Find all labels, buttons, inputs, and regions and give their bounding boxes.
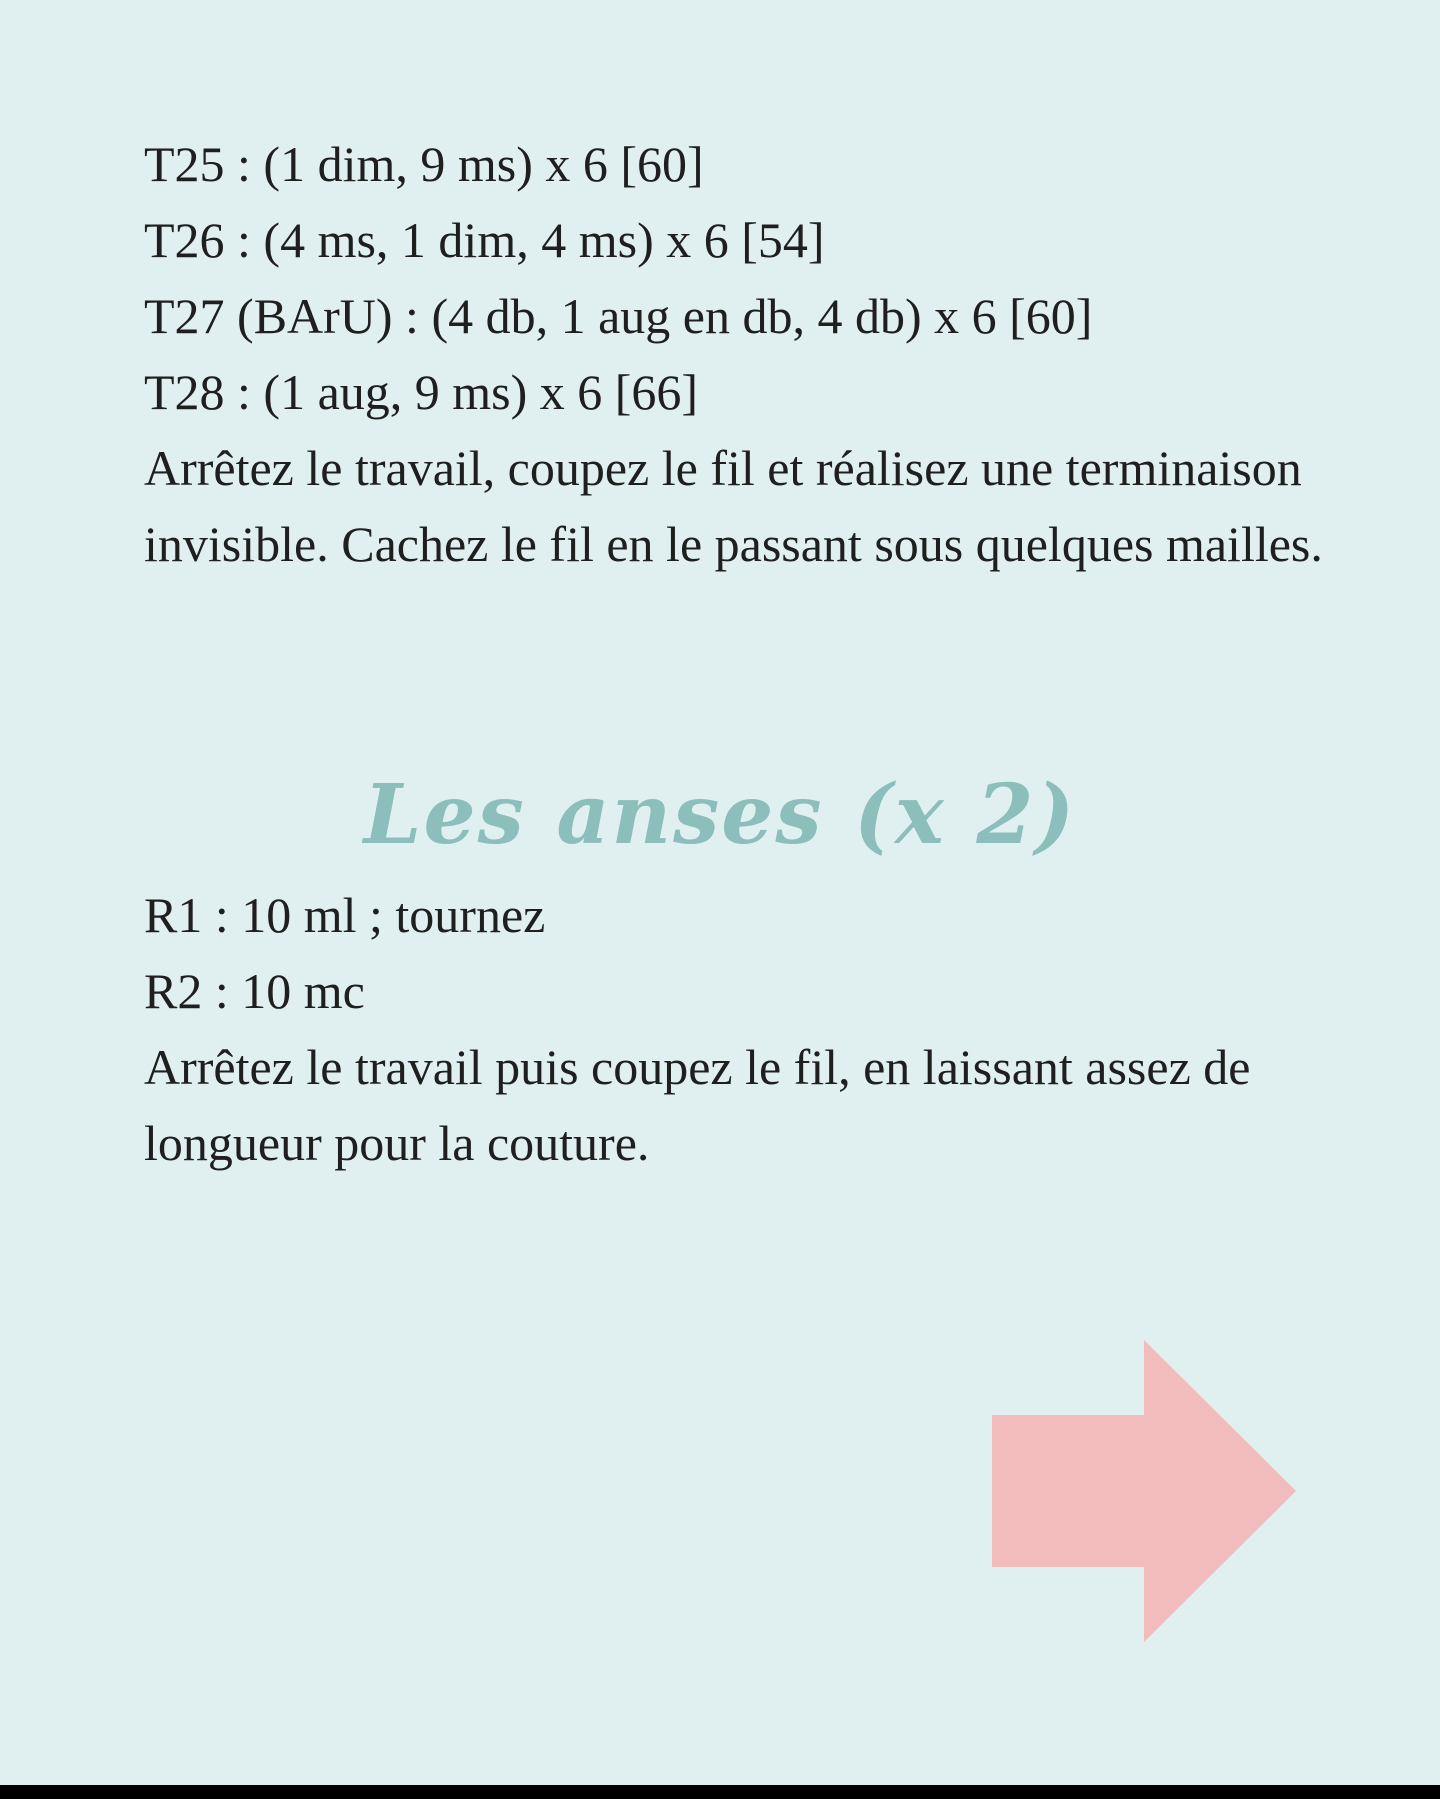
- pattern-row-t25: T25 : (1 dim, 9 ms) x 6 [60]: [144, 136, 704, 192]
- arrow-shape: [992, 1340, 1296, 1642]
- pattern-row-t28: T28 : (1 aug, 9 ms) x 6 [66]: [144, 364, 699, 420]
- pattern-block-1: [144, 126, 1324, 582]
- section-title: Les anses (x 2): [363, 767, 1077, 863]
- next-page-button[interactable]: [992, 1340, 1296, 1642]
- handles-instruction: Arrêtez le travail puis coupez le fil, en laissant assez de longueur pour la couture.: [144, 1039, 1251, 1171]
- pattern-row-t26: T26 : (4 ms, 1 dim, 4 ms) x 6 [54]: [144, 212, 825, 268]
- bottom-bar: [0, 1785, 1440, 1799]
- finishing-instruction: Arrêtez le travail, coupez le fil et réalisez une terminaison invisible. Cachez le fil en le passant sous quelques mailles.: [144, 440, 1323, 572]
- pattern-row-t27: T27 (BArU) : (4 db, 1 aug en db, 4 db) x 6 [60]: [144, 288, 1093, 344]
- pattern-row-r2: R2 : 10 mc: [144, 963, 365, 1019]
- pattern-block-2: [144, 877, 1324, 1181]
- pattern-row-r1: R1 : 10 ml ; tournez: [144, 887, 546, 943]
- arrow-right-icon: [992, 1340, 1296, 1642]
